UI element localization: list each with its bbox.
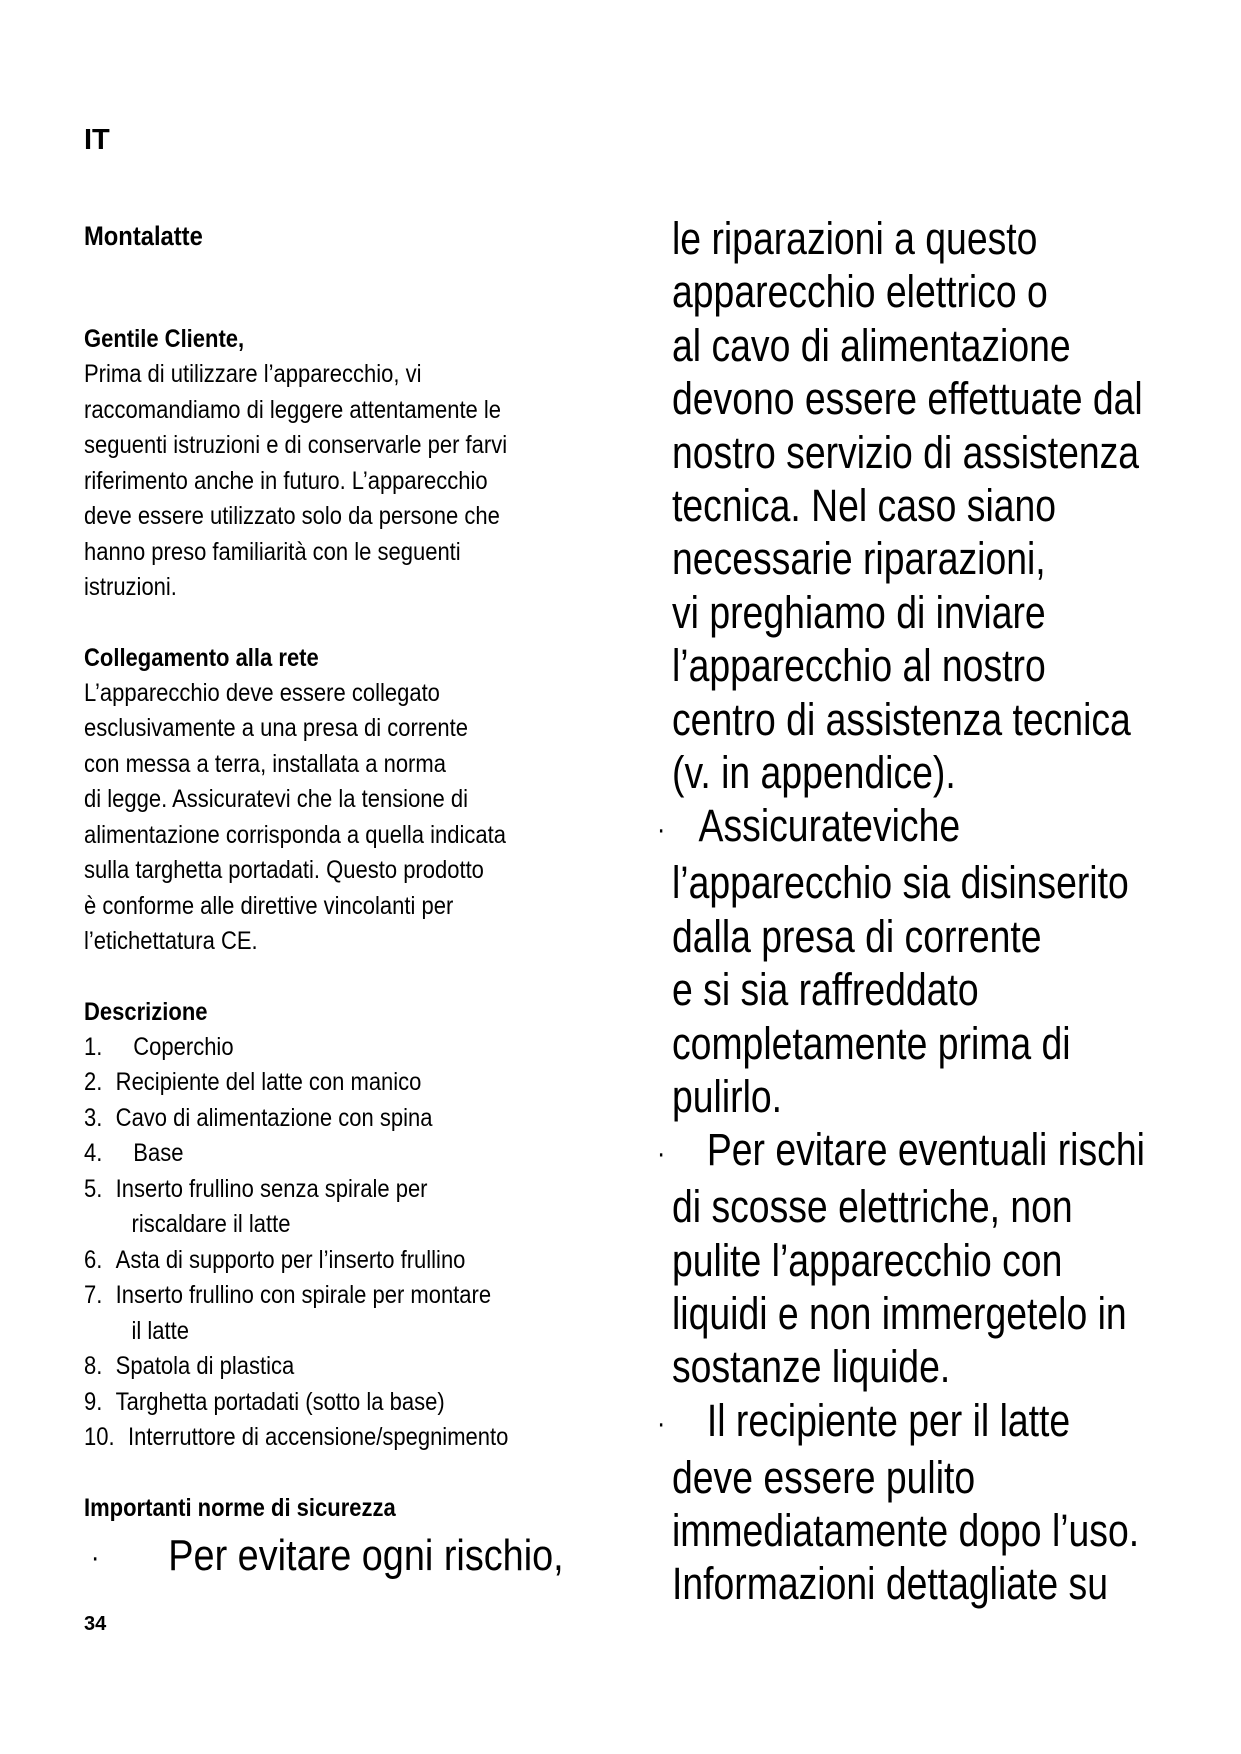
right-line: devono essere effettuate dal	[672, 373, 1143, 425]
right-line: tecnica. Nel caso siano	[672, 480, 1057, 532]
right-line: deve essere pulito	[672, 1451, 976, 1503]
greeting-heading: Gentile Cliente,	[84, 325, 245, 353]
connection-line: L’apparecchio deve essere collegato	[84, 678, 440, 707]
right-line: l’apparecchio sia disinserito	[672, 857, 1129, 909]
right-line: di scosse elettriche, non	[672, 1181, 1073, 1233]
right-line: centro di assistenza tecnica	[672, 693, 1131, 745]
left-column	[84, 218, 604, 1584]
right-line: necessarie riparazioni,	[672, 533, 1046, 585]
connection-line: alimentazione corrisponda a quella indicata	[84, 820, 506, 849]
right-line: le riparazioni a questo	[672, 213, 1038, 264]
list-item: 6. Asta di supporto per l’inserto frullino	[84, 1245, 466, 1274]
list-item: 7. Inserto frullino con spirale per montare	[84, 1281, 492, 1309]
list-item: 2. Recipiente del latte con manico	[84, 1068, 422, 1096]
intro-line: raccomandiamo di leggere attentamente le	[84, 395, 502, 424]
list-item: 1. Coperchio	[84, 1032, 234, 1061]
right-line: e si sia raffreddato	[672, 964, 979, 1016]
right-line: pulirlo.	[672, 1070, 783, 1122]
safety-heading: Importanti norme di sicurezza	[84, 1493, 396, 1522]
intro-line: Prima di utilizzare l’apparecchio, vi	[84, 360, 422, 388]
connection-line: sulla targhetta portadati. Questo prodotto	[84, 856, 484, 884]
intro-line: riferimento anche in futuro. L’apparecchio	[84, 466, 488, 495]
right-line: pulite l’apparecchio con	[672, 1234, 1063, 1286]
intro-line: hanno preso familiarità con le seguenti	[84, 537, 461, 566]
right-line: immediatamente dopo l’uso.	[672, 1504, 1140, 1556]
bullet-icon: ·	[90, 1540, 100, 1574]
intro-line: istruzioni.	[84, 573, 177, 601]
right-bullet-line: · Il recipiente per il latte	[672, 1394, 1137, 1451]
list-item: 9. Targhetta portadati (sotto la base)	[84, 1387, 445, 1416]
intro-line: seguenti istruzioni e di conservarle per farvi	[84, 431, 508, 459]
connection-line: di legge. Assicuratevi che la tensione di	[84, 785, 469, 813]
connection-line: è conforme alle direttive vincolanti per	[84, 891, 454, 920]
intro-paragraph	[84, 357, 604, 606]
intro-line: deve essere utilizzato solo da persone che	[84, 502, 500, 530]
product-title: Montalatte	[84, 221, 203, 251]
safety-bullet: · Per evitare ogni rischio,	[84, 1530, 531, 1584]
right-line: Informazioni dettagliate su	[672, 1558, 1109, 1610]
right-line: nostro servizio di assistenza	[672, 426, 1140, 478]
description-list	[84, 1030, 604, 1456]
right-line: sostanze liquide.	[672, 1341, 951, 1393]
bullet-icon: ·	[657, 1136, 666, 1170]
list-item: 5. Inserto frullino senza spirale per	[84, 1174, 428, 1203]
connection-paragraph	[84, 676, 604, 960]
right-column	[657, 212, 1232, 1611]
right-line: liquidi e non immergetelo in	[672, 1287, 1127, 1339]
connection-line: con messa a terra, installata a norma	[84, 749, 446, 778]
list-item: 3. Cavo di alimentazione con spina	[84, 1103, 433, 1132]
connection-heading: Collegamento alla rete	[84, 643, 319, 672]
right-line: (v. in appendice).	[672, 747, 956, 799]
list-item: 8. Spatola di plastica	[84, 1352, 295, 1380]
right-bullet-line: · Assicurateviche	[672, 799, 1137, 856]
right-line: apparecchio elettrico o	[672, 266, 1048, 318]
bullet-icon: ·	[657, 1407, 666, 1441]
right-line: completamente prima di	[672, 1017, 1071, 1069]
list-item-continuation: riscaldare il latte	[131, 1210, 291, 1238]
list-item: 10. Interruttore di accensione/spegnimento	[84, 1423, 509, 1451]
connection-line: l’etichettatura CE.	[84, 927, 258, 955]
description-heading: Descrizione	[84, 997, 208, 1026]
right-line: l’apparecchio al nostro	[672, 640, 1046, 692]
connection-line: esclusivamente a una presa di corrente	[84, 714, 468, 742]
bullet-icon: ·	[657, 812, 666, 846]
right-line: dalla presa di corrente	[672, 910, 1042, 962]
right-line: al cavo di alimentazione	[672, 319, 1071, 371]
right-line: vi preghiamo di inviare	[672, 586, 1046, 638]
language-code: IT	[84, 124, 110, 156]
list-item-continuation: il latte	[131, 1316, 189, 1345]
right-bullet-line: · Per evitare eventuali rischi	[672, 1123, 1137, 1180]
list-item: 4. Base	[84, 1139, 184, 1167]
page-number: 34	[84, 1613, 107, 1635]
